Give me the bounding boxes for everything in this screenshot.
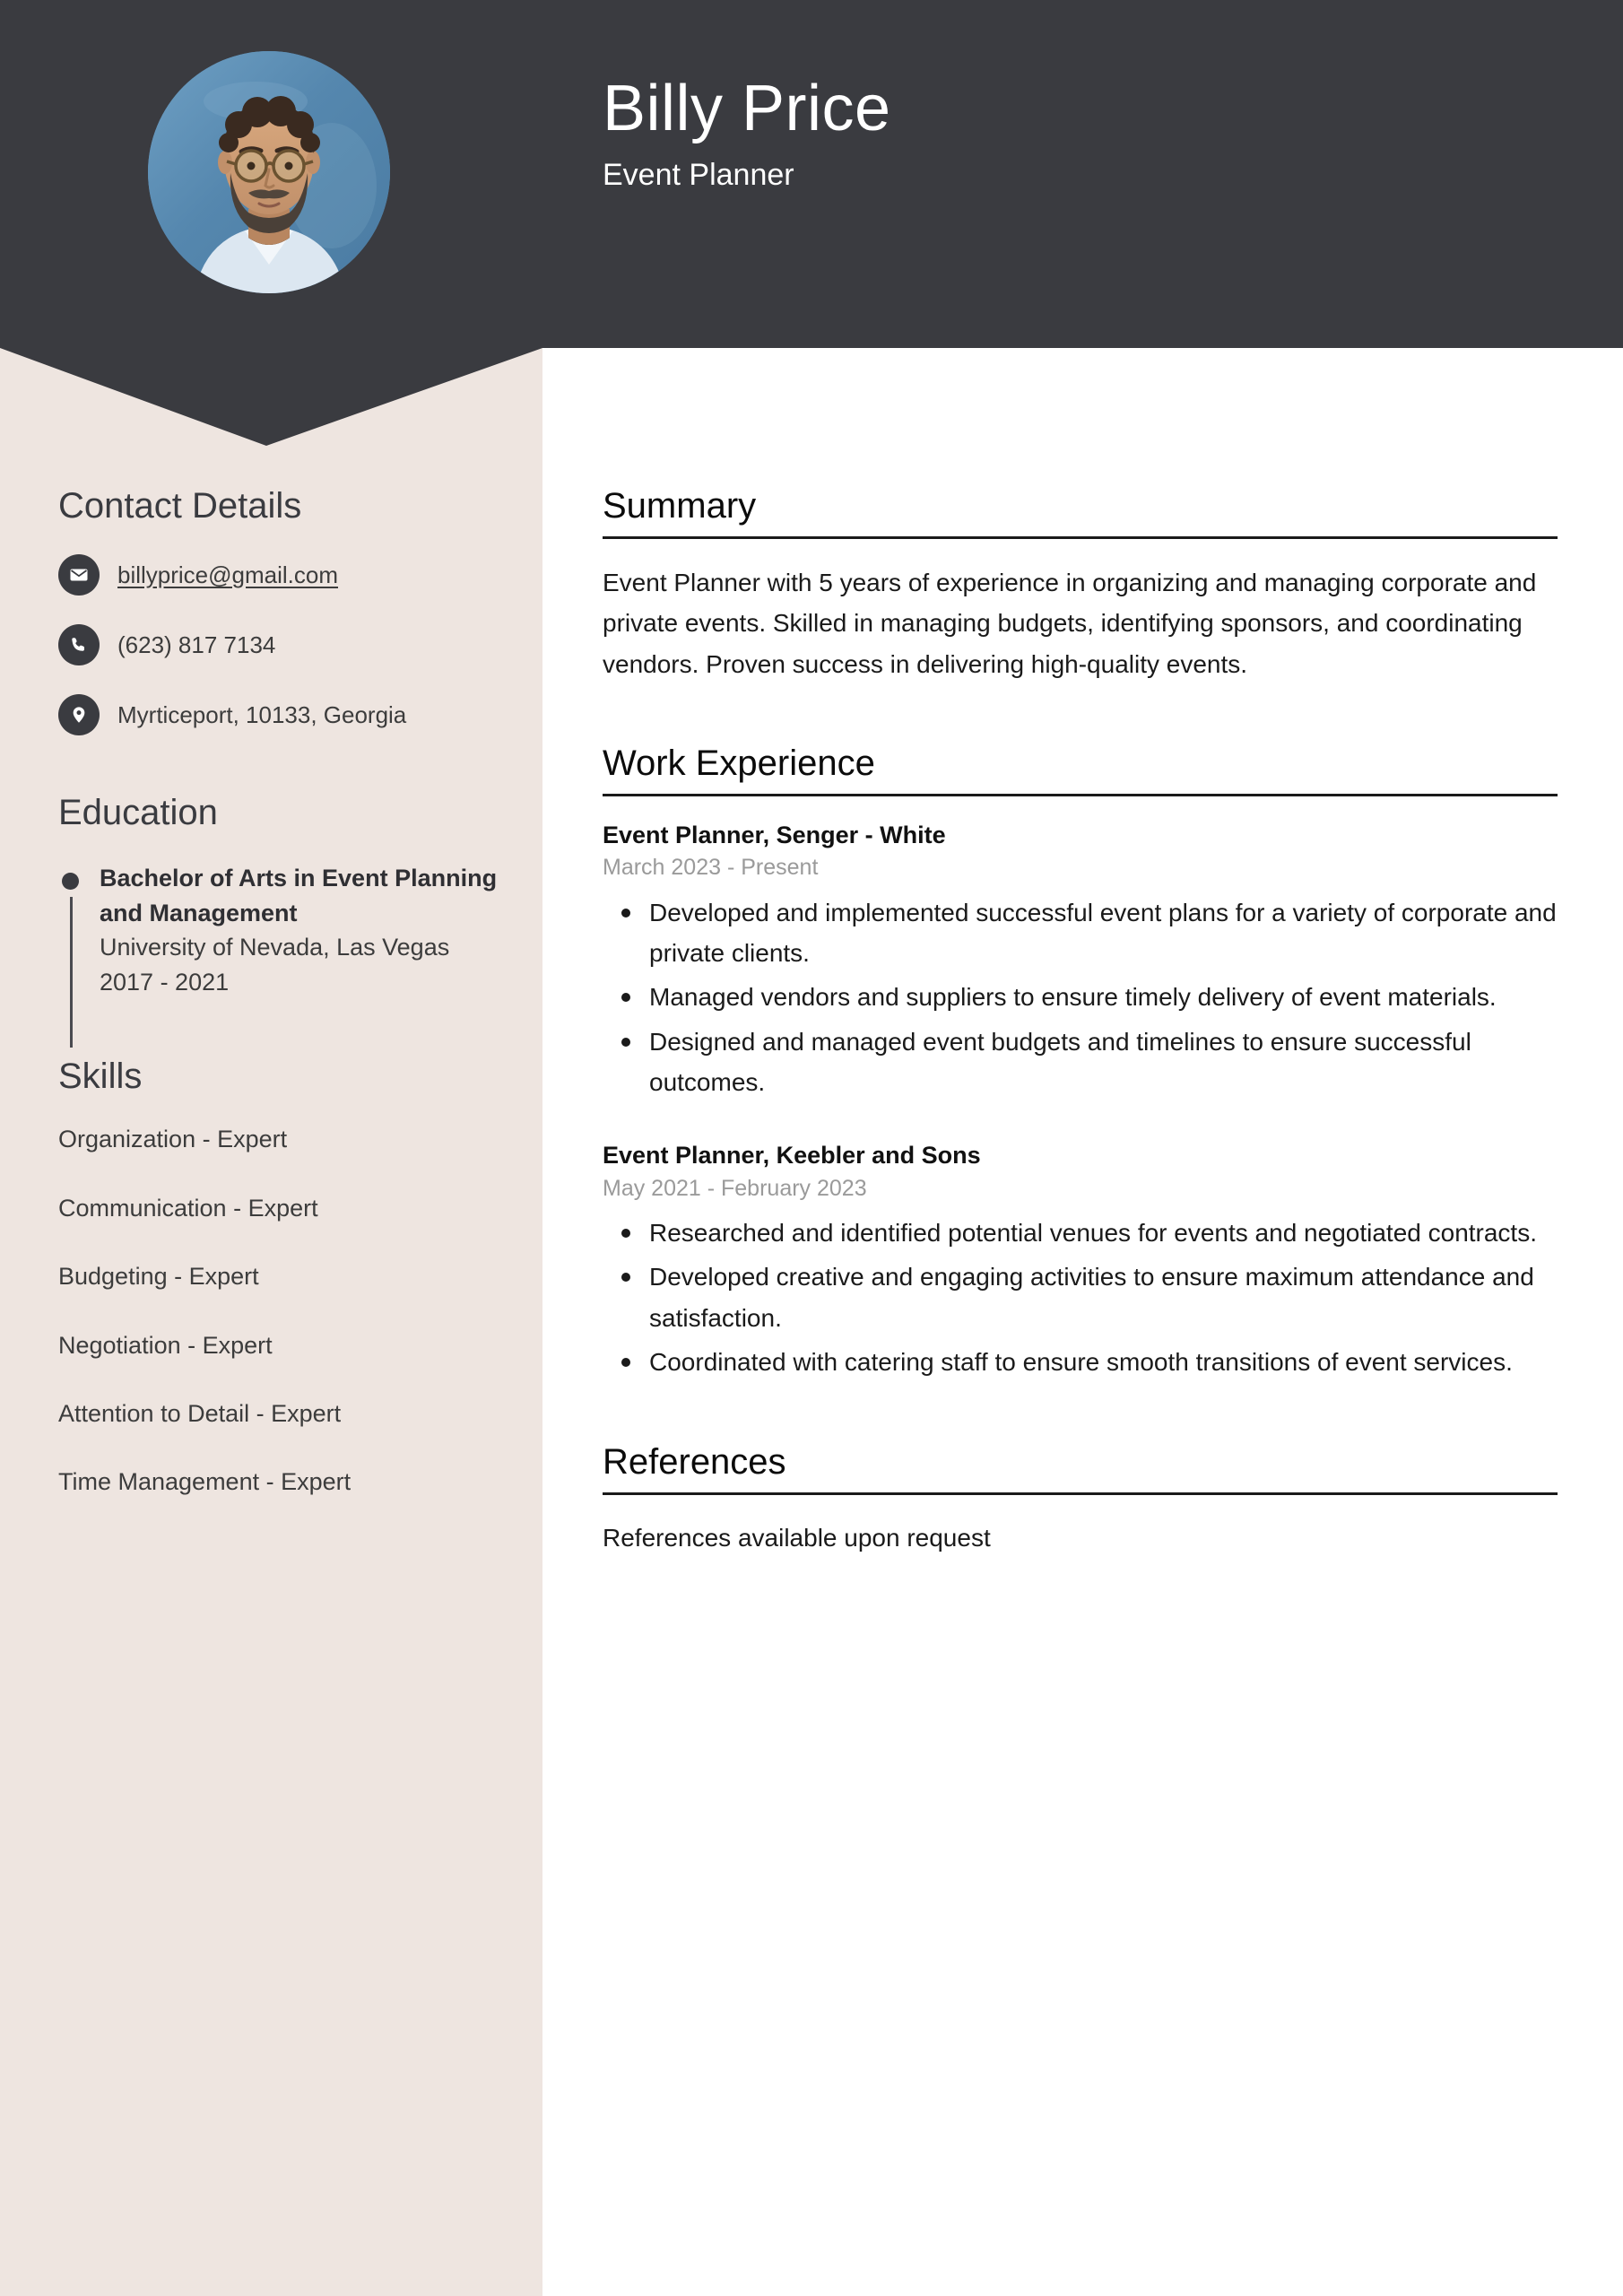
list-item: Developed creative and engaging activities to ensure maximum attendance and satisfaction. (649, 1257, 1558, 1338)
main-content (603, 484, 1558, 1615)
contact-item-email[interactable] (58, 554, 507, 596)
sidebar (0, 484, 542, 1536)
list-item: Developed and implemented successful event plans for a variety of corporate and private clients. (649, 892, 1558, 974)
skills-heading: Skills (58, 1057, 143, 1097)
contact-email-text[interactable]: billyprice@gmail.com (117, 561, 339, 588)
list-item: Negotiation - Expert (58, 1331, 273, 1359)
list-item: Communication - Expert (58, 1194, 318, 1222)
job-dates: March 2023 - Present (603, 855, 819, 881)
section-divider (603, 794, 1558, 796)
contact-phone-text: (623) 817 7134 (117, 631, 276, 658)
list-item: Time Management - Expert (58, 1468, 352, 1496)
references-section (603, 1440, 1558, 1559)
contact-item-location[interactable] (58, 694, 507, 735)
list-item: Designed and managed event budgets and timelines to ensure successful outcomes. (649, 1022, 1558, 1103)
education-heading: Education (58, 793, 218, 832)
summary-section (603, 484, 1558, 684)
contact-item-phone[interactable] (58, 624, 507, 665)
page-title: Billy Price (603, 73, 891, 144)
references-heading: References (603, 1441, 786, 1482)
list-item: Managed vendors and suppliers to ensure timely delivery of event materials. (649, 977, 1558, 1017)
education-bullet-icon (62, 873, 79, 890)
header-job-title: Event Planner (603, 158, 794, 193)
work-experience-item (603, 1140, 1558, 1382)
job-dates: May 2021 - February 2023 (603, 1175, 867, 1201)
location-pin-icon (58, 694, 100, 735)
avatar (148, 51, 390, 293)
list-item: Organization - Expert (58, 1126, 288, 1153)
summary-text: Event Planner with 5 years of experience in organizing and managing corporate and private events. Skilled in managing budgets, identifying sponsors, and coordinating vendors. Proven success in delivering high-quality events. (603, 569, 1537, 678)
phone-icon (58, 624, 100, 665)
list-item: Budgeting - Expert (58, 1263, 259, 1291)
list-item: Attention to Detail - Expert (58, 1400, 342, 1427)
work-experience-heading: Work Experience (603, 744, 875, 784)
section-divider (603, 1492, 1558, 1495)
work-experience-item (603, 820, 1558, 1102)
skills-list (58, 1125, 507, 1496)
job-title: Event Planner, Senger - White (603, 822, 946, 849)
contact-location-text: Myrticeport, 10133, Georgia (117, 700, 407, 728)
list-item: Researched and identified potential venues for events and negotiated contracts. (649, 1213, 1558, 1253)
section-divider (603, 536, 1558, 539)
summary-heading: Summary (603, 486, 757, 526)
envelope-icon (58, 554, 100, 596)
references-text: References available upon request (603, 1523, 991, 1552)
contact-list (58, 554, 507, 735)
job-title: Event Planner, Keebler and Sons (603, 1142, 981, 1170)
job-bullet-list (603, 892, 1558, 1103)
contact-details-heading: Contact Details (58, 486, 302, 526)
list-item: Coordinated with catering staff to ensure smooth transitions of event services. (649, 1342, 1558, 1382)
education-degree: Bachelor of Arts in Event Planning and Management (100, 865, 498, 926)
job-bullet-list (603, 1213, 1558, 1382)
education-timeline-line (70, 897, 73, 1048)
education-school: University of Nevada, Las Vegas (100, 934, 450, 961)
work-experience-section (603, 742, 1558, 1382)
header-name-block (603, 74, 1499, 194)
education-dates: 2017 - 2021 (100, 968, 230, 996)
education-item (58, 861, 507, 999)
